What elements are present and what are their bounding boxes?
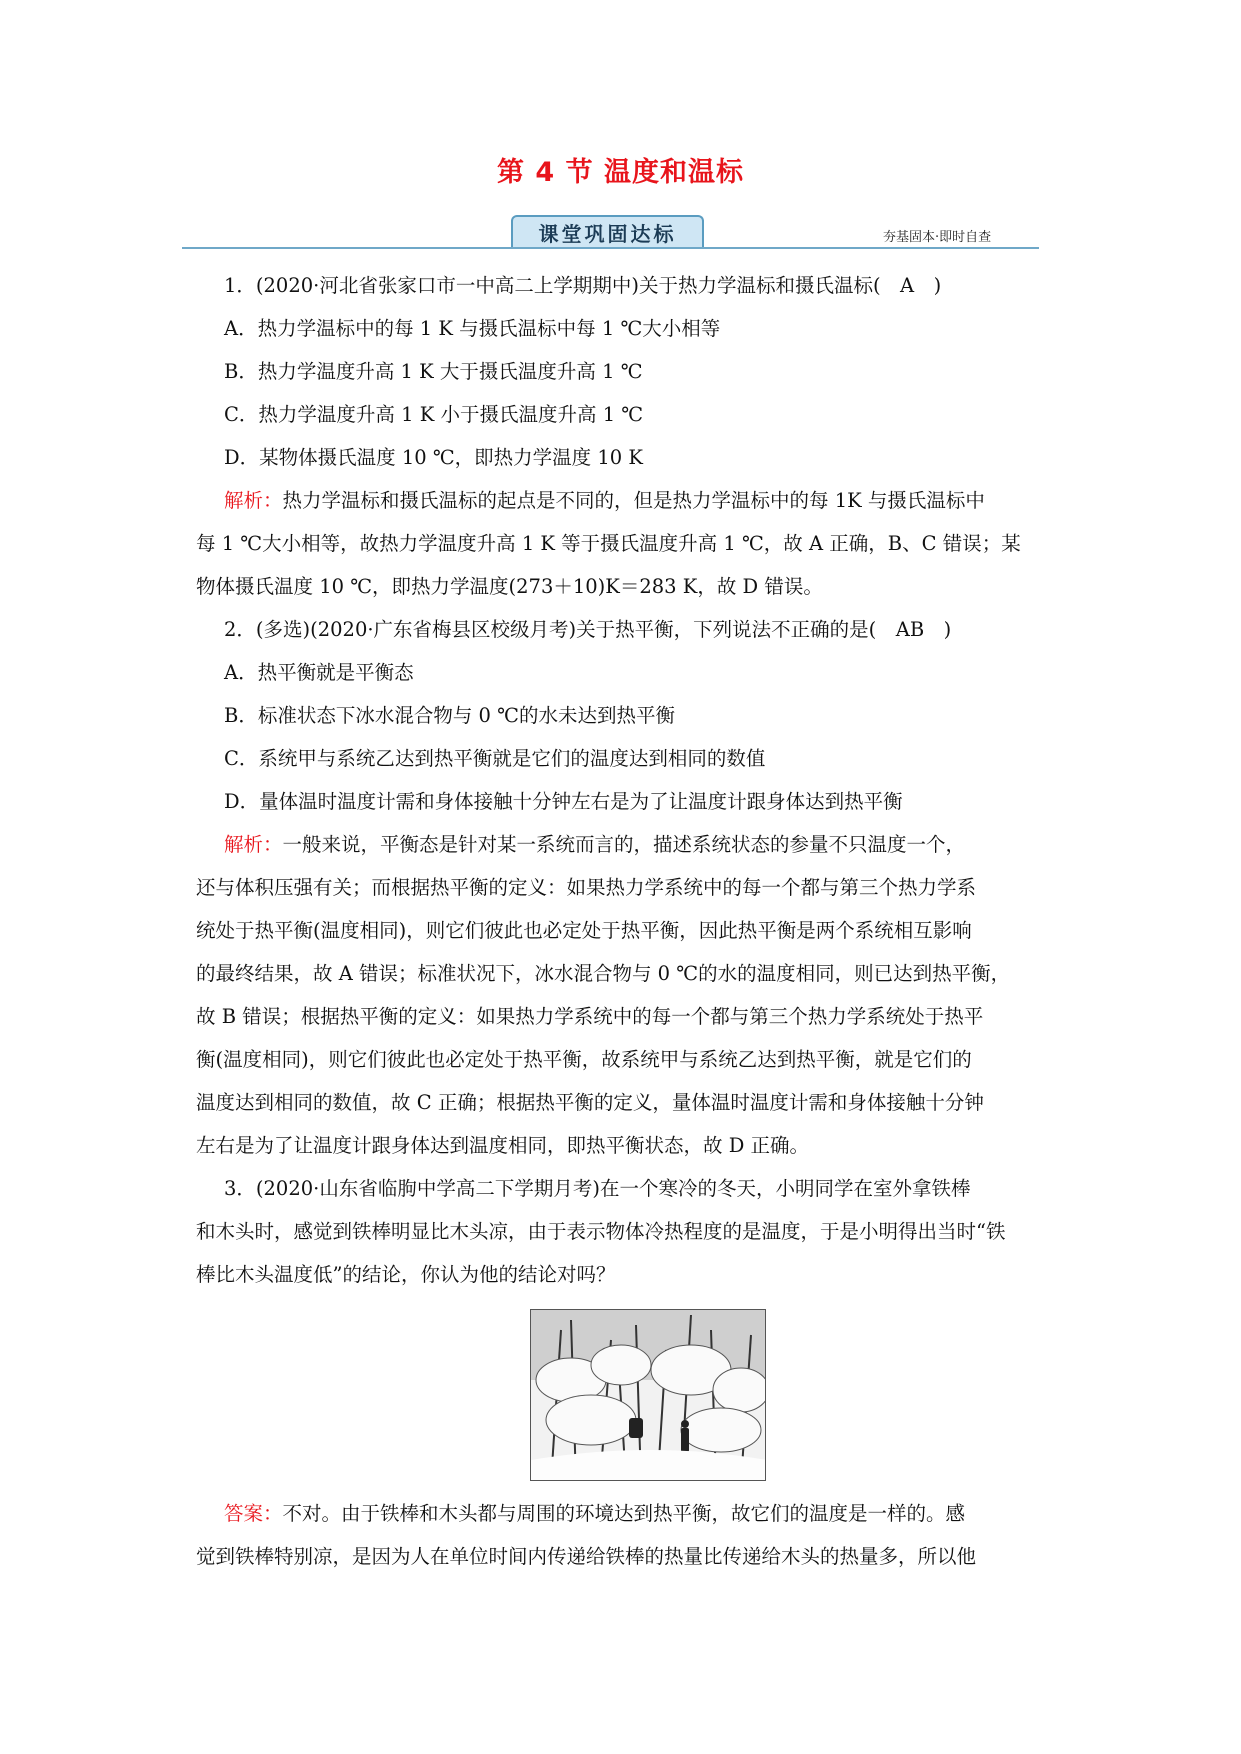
q2-analysis-line: 左右是为了让温度计跟身体达到温度相同，即热平衡状态，故 D 正确。 [196,1134,810,1157]
page-title: 第 4 节 温度和温标 [497,157,744,188]
q2-stem: 2．(多选)(2020·广东省梅县区校级月考)关于热平衡，下列说法不正确的是( AB ) [224,618,952,641]
q1-option-c: C．热力学温度升高 1 K 小于摄氏温度升高 1 ℃ [224,403,644,426]
q1-analysis-label: 解析： [224,489,283,512]
q1-analysis-line: 物体摄氏温度 10 ℃，即热力学温度(273＋10)K＝283 K，故 D 错误。 [196,575,823,598]
q1-option-d: D．某物体摄氏温度 10 ℃，即热力学温度 10 K [224,446,643,469]
q3-stem-line: 和木头时，感觉到铁棒明显比木头凉，由于表示物体冷热程度的是温度，于是小明得出当时“铁 [196,1220,1006,1243]
q3-stem-line: 3．(2020·山东省临朐中学高二下学期月考)在一个寒冷的冬天，小明同学在室外拿铁棒 [224,1177,971,1200]
q1-option-a: A．热力学温标中的每 1 K 与摄氏温标中每 1 ℃大小相等 [224,317,721,340]
q1-stem: 1．(2020·河北省张家口市一中高二上学期期中)关于热力学温标和摄氏温标( A ) [224,274,942,297]
q3-stem-line: 棒比木头温度低”的结论，你认为他的结论对吗？ [196,1263,616,1286]
section-tagline: 夯基固本·即时自查 [883,230,992,245]
section-banner-label: 课堂巩固达标 [538,221,677,246]
q3-answer-line: 答案：不对。由于铁棒和木头都与周围的环境达到热平衡，故它们的温度是一样的。感 [224,1502,966,1525]
q2-option-a: A．热平衡就是平衡态 [224,661,414,684]
q2-analysis-line: 解析：一般来说，平衡态是针对某一系统而言的，描述系统状态的参量不只温度一个， [224,833,966,856]
q2-analysis-line: 故 B 错误；根据热平衡的定义：如果热力学系统中的每一个都与第三个热力学系统处于热平 [196,1005,984,1028]
q2-option-d: D．量体温时温度计需和身体接触十分钟左右是为了让温度计跟身体达到热平衡 [224,790,903,813]
q2-analysis-line: 的最终结果，故 A 错误；标准状况下，冰水混合物与 0 ℃的水的温度相同，则已达到热平衡， [196,962,1011,985]
q2-analysis-label: 解析： [224,833,283,856]
q3-answer-line: 觉到铁棒特别凉，是因为人在单位时间内传递给铁棒的热量比传递给木头的热量多，所以他 [196,1545,977,1568]
q2-option-c: C．系统甲与系统乙达到热平衡就是它们的温度达到相同的数值 [224,747,766,770]
q1-analysis-line: 每 1 ℃大小相等，故热力学温度升高 1 K 等于摄氏温度升高 1 ℃，故 A 正确，B、C 错误；某 [196,532,1021,555]
q2-analysis-line: 统处于热平衡(温度相同)，则它们彼此也必定处于热平衡，因此热平衡是两个系统相互影响 [196,919,972,942]
section-banner [511,215,704,247]
q1-analysis-line: 解析：热力学温标和摄氏温标的起点是不同的，但是热力学温标中的每 1K 与摄氏温标中 [224,489,985,512]
snow-forest-photo [530,1309,766,1481]
q2-analysis-line: 衡(温度相同)，则它们彼此也必定处于热平衡，故系统甲与系统乙达到热平衡，就是它们的 [196,1048,972,1071]
section-divider [182,247,1039,249]
q2-option-b: B．标准状态下冰水混合物与 0 ℃的水未达到热平衡 [224,704,675,727]
q2-analysis-line: 温度达到相同的数值，故 C 正确；根据热平衡的定义，量体温时温度计需和身体接触十分钟 [196,1091,984,1114]
q2-analysis-line: 还与体积压强有关；而根据热平衡的定义：如果热力学系统中的每一个都与第三个热力学系 [196,876,977,899]
q1-option-b: B．热力学温度升高 1 K 大于摄氏温度升高 1 ℃ [224,360,643,383]
q3-answer-label: 答案： [224,1502,283,1525]
